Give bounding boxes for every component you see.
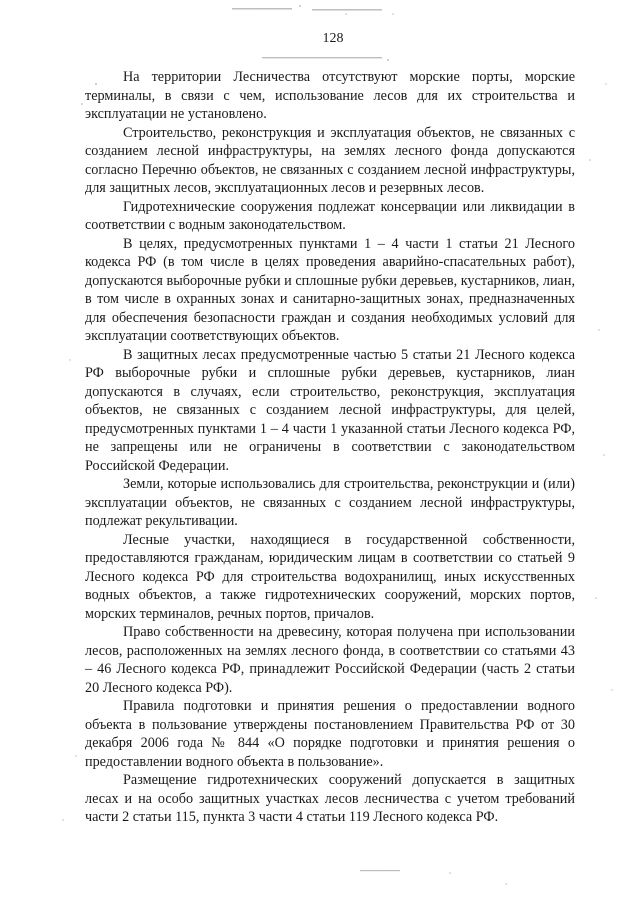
paragraph-non-forest-objects: Строительство, реконструкция и эксплуатация объектов, не связанных с созданием лесной инфраструктуры, на землях лесного фонда допускаются согласно Перечню объектов, не связанных с созданием лесной инфраструктуры, для защитных лесов, эксплуатационных лесов и резервных лесов. [85,124,575,196]
paragraph-felling-purposes: В целях, предусмотренных пунктами 1 – 4 части 1 статьи 21 Лесного кодекса РФ (в том числе в целях проведения аварийно-спасательных работ), допускаются выборочные рубки и сплошные рубки деревьев, кустарников, лиан, в том числе в охранных зонах и санитарно-защитных зонах, предназначенных для обеспечения безопасности граждан и создания необходимых условий для эксплуатации соответствующих объектов. [85,235,575,344]
document-body [85,68,575,827]
document-page [85,30,575,827]
paragraph-hydraulic-placement: Размещение гидротехнических сооружений допускается в защитных лесах и на особо защитных участках лесов лесничества с учетом требований части 2 статьи 115, пункта 3 части 4 статьи 119 Лесного кодекса РФ. [85,772,575,825]
paragraph-water-body-rules: Правила подготовки и принятия решения о предоставлении водного объекта в пользование утверждены постановлением Правительства РФ от 30 декабря 2006 года № 844 «О порядке подготовки и принятия решения о предоставлении водного объекта в пользование». [85,698,575,770]
paragraph-sea-ports: На территории Лесничества отсутствуют морские порты, морские терминалы, в связи с чем, использование лесов для их строительства и эксплуатации не установлено. [85,69,575,122]
paragraph-timber-ownership: Право собственности на древесину, которая получена при использовании лесов, расположенных на землях лесного фонда, в соответствии со статьями 43 – 46 Лесного кодекса РФ, принадлежит Российской Федерации (часть 2 статьи 20 Лесного кодекса РФ). [85,624,575,696]
paragraph-state-forest-plots: Лесные участки, находящиеся в государственной собственности, предоставляются гражданам, юридическим лицам в соответствии со статьей 9 Лесного кодекса РФ для строительства водохранилищ, иных искусственных водных объектов, а также гидротехнических сооружений, морских портов, морских терминалов, речных портов, причалов. [85,531,575,622]
paragraph-reclamation: Земли, которые использовались для строительства, реконструкции и (или) эксплуатации объектов, не связанных с созданием лесной инфраструктуры, подлежат рекультивации. [85,476,575,529]
page-number: 128 [322,31,344,46]
paragraph-hydraulic-structures: Гидротехнические сооружения подлежат консервации или ликвидации в соответствии с водным законодательством. [85,198,575,233]
paragraph-protective-forests: В защитных лесах предусмотренные частью 5 статьи 21 Лесного кодекса РФ выборочные рубки и сплошные рубки деревьев, кустарников, лиан допускаются в случаях, если строительство, реконструкция, эксплуатация объектов, не связанных с созданием лесной инфраструктуры, для целей, предусмотренных пунктами 1 – 4 части 1 указанной статьи Лесного кодекса РФ, не запрещены или не ограничены в соответствии с законодательством Российской Федерации. [85,346,575,474]
